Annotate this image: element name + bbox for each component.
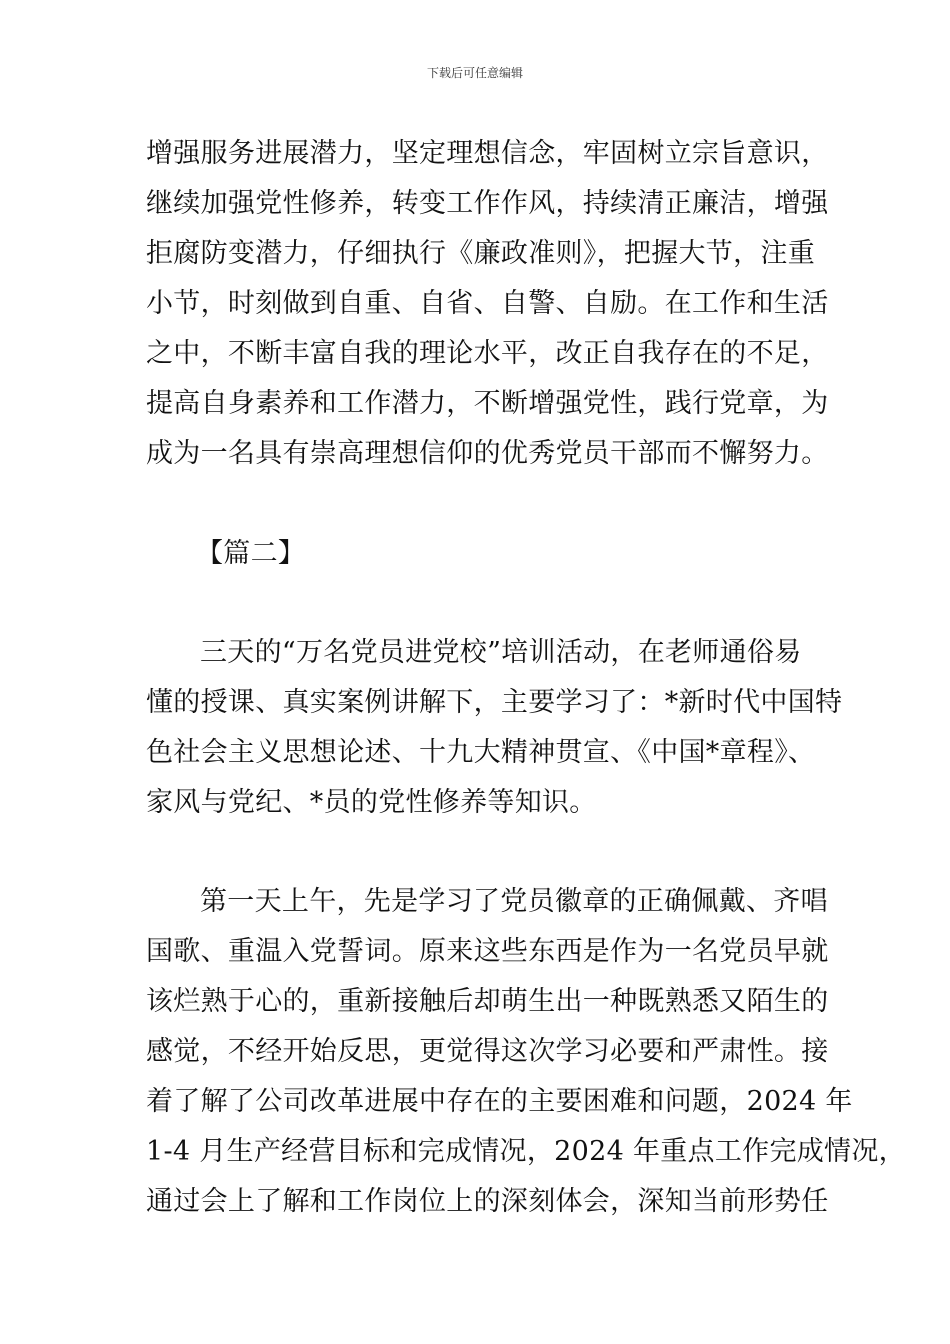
paragraph-3-line: 着了解了公司改革进展中存在的主要困难和问题，2024 年 xyxy=(146,1086,853,1117)
paragraph-3-line: 通过会上了解和工作岗位上的深刻体会，深知当前形势任 xyxy=(146,1186,829,1217)
paragraph-1-line: 增强服务进展潜力，坚定理想信念，牢固树立宗旨意识， xyxy=(146,138,829,169)
paragraph-1-line: 继续加强党性修养，转变工作作风，持续清正廉洁，增强 xyxy=(146,188,829,219)
paragraph-3-line: 该烂熟于心的，重新接触后却萌生出一种既熟悉又陌生的 xyxy=(146,986,829,1017)
paragraph-3-line: 1-4 月生产经营目标和完成情况，2024 年重点工作完成情况， xyxy=(146,1136,906,1167)
paragraph-1-line: 提高自身素养和工作潜力，不断增强党性，践行党章，为 xyxy=(146,388,829,419)
paragraph-3-line: 第一天上午，先是学习了党员徽章的正确佩戴、齐唱 xyxy=(200,886,828,917)
paragraph-2-line: 懂的授课、真实案例讲解下，主要学习了：*新时代中国特 xyxy=(146,687,843,718)
paragraph-1-line: 小节，时刻做到自重、自省、自警、自励。在工作和生活 xyxy=(146,288,829,319)
paragraph-3-line: 感觉，不经开始反思，更觉得这次学习必要和严肃性。接 xyxy=(146,1036,829,1067)
section-heading: 【篇二】 xyxy=(196,538,306,569)
paragraph-2-line: 家风与党纪、*员的党性修养等知识。 xyxy=(146,787,597,818)
paragraph-1-line: 之中，不断丰富自我的理论水平，改正自我存在的不足， xyxy=(146,338,829,369)
paragraph-2-line: 色社会主义思想论述、十九大精神贯宣、《中国*章程》、 xyxy=(146,737,816,768)
paragraph-3-line: 国歌、重温入党誓词。原来这些东西是作为一名党员早就 xyxy=(146,936,829,967)
paragraph-1-line: 成为一名具有崇高理想信仰的优秀党员干部而不懈努力。 xyxy=(146,438,829,469)
page-header-note: 下载后可任意编辑 xyxy=(426,66,523,80)
paragraph-1-line: 拒腐防变潜力，仔细执行《廉政准则》，把握大节，注重 xyxy=(146,238,815,269)
paragraph-2-line: 三天的“万名党员进党校”培训活动，在老师通俗易 xyxy=(200,637,802,668)
